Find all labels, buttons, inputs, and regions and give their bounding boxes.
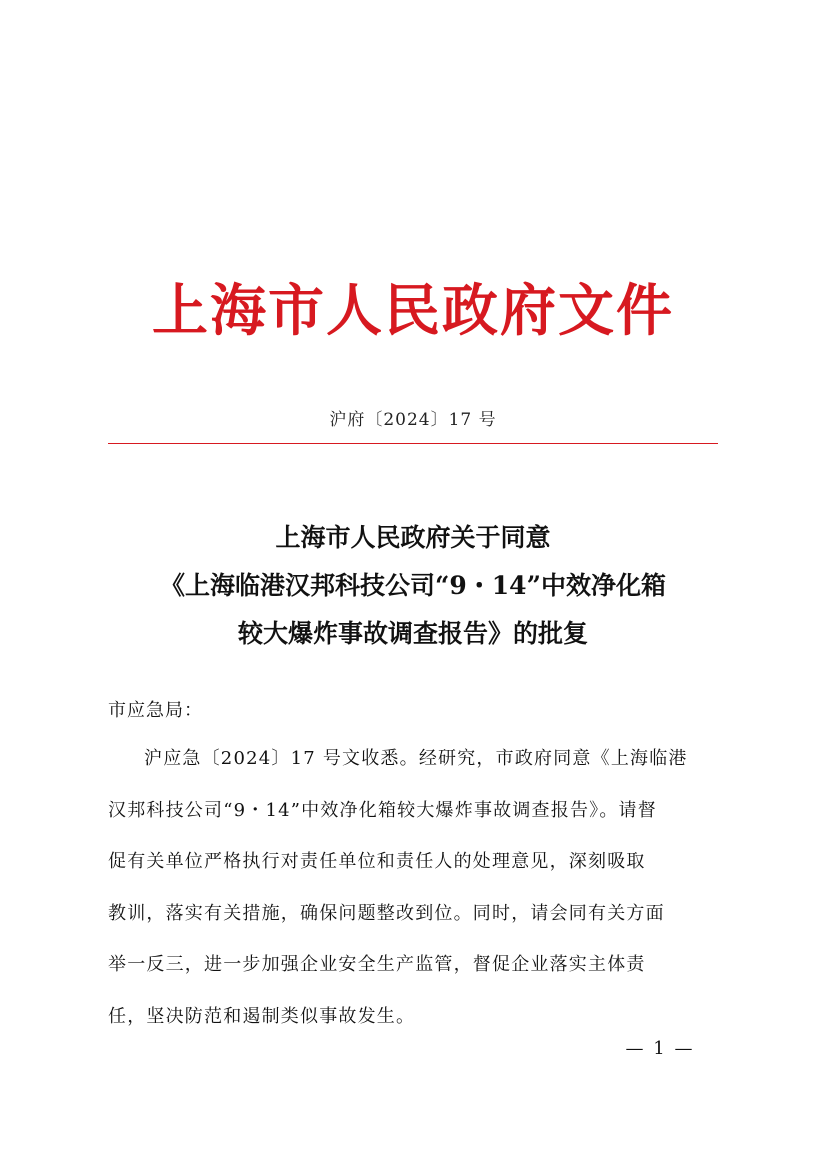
title-line: 《上海临港汉邦科技公司“9・14”中效净化箱 bbox=[160, 571, 666, 600]
title-line: 上海市人民政府关于同意 bbox=[275, 523, 551, 552]
body-line: 任，坚决防范和遏制类似事故发生。 bbox=[108, 1005, 416, 1027]
body-line: 教训，落实有关措施，确保问题整改到位。同时，请会同有关方面 bbox=[108, 902, 665, 924]
page-number: — 1 — bbox=[625, 1038, 695, 1059]
issuer-masthead: 上海市人民政府文件 bbox=[152, 278, 674, 344]
body-line: 沪应急〔2024〕17 号文收悉。经研究，市政府同意《上海临港 bbox=[144, 748, 688, 769]
salutation: 市应急局： bbox=[108, 700, 203, 721]
body-line: 举一反三，进一步加强企业安全生产监管，督促企业落实主体责 bbox=[108, 954, 646, 975]
title-line: 较大爆炸事故调查报告》的批复 bbox=[237, 619, 588, 648]
document-title bbox=[0, 516, 826, 660]
body-line: 汉邦科技公司“9・14”中效净化箱较大爆炸事故调查报告》。请督 bbox=[108, 799, 657, 821]
body-paragraph bbox=[108, 740, 720, 1049]
document-number: 沪府〔2024〕17 号 bbox=[329, 410, 497, 430]
red-separator-line bbox=[108, 443, 718, 444]
body-line: 促有关单位严格执行对责任单位和责任人的处理意见，深刻吸取 bbox=[108, 851, 646, 872]
